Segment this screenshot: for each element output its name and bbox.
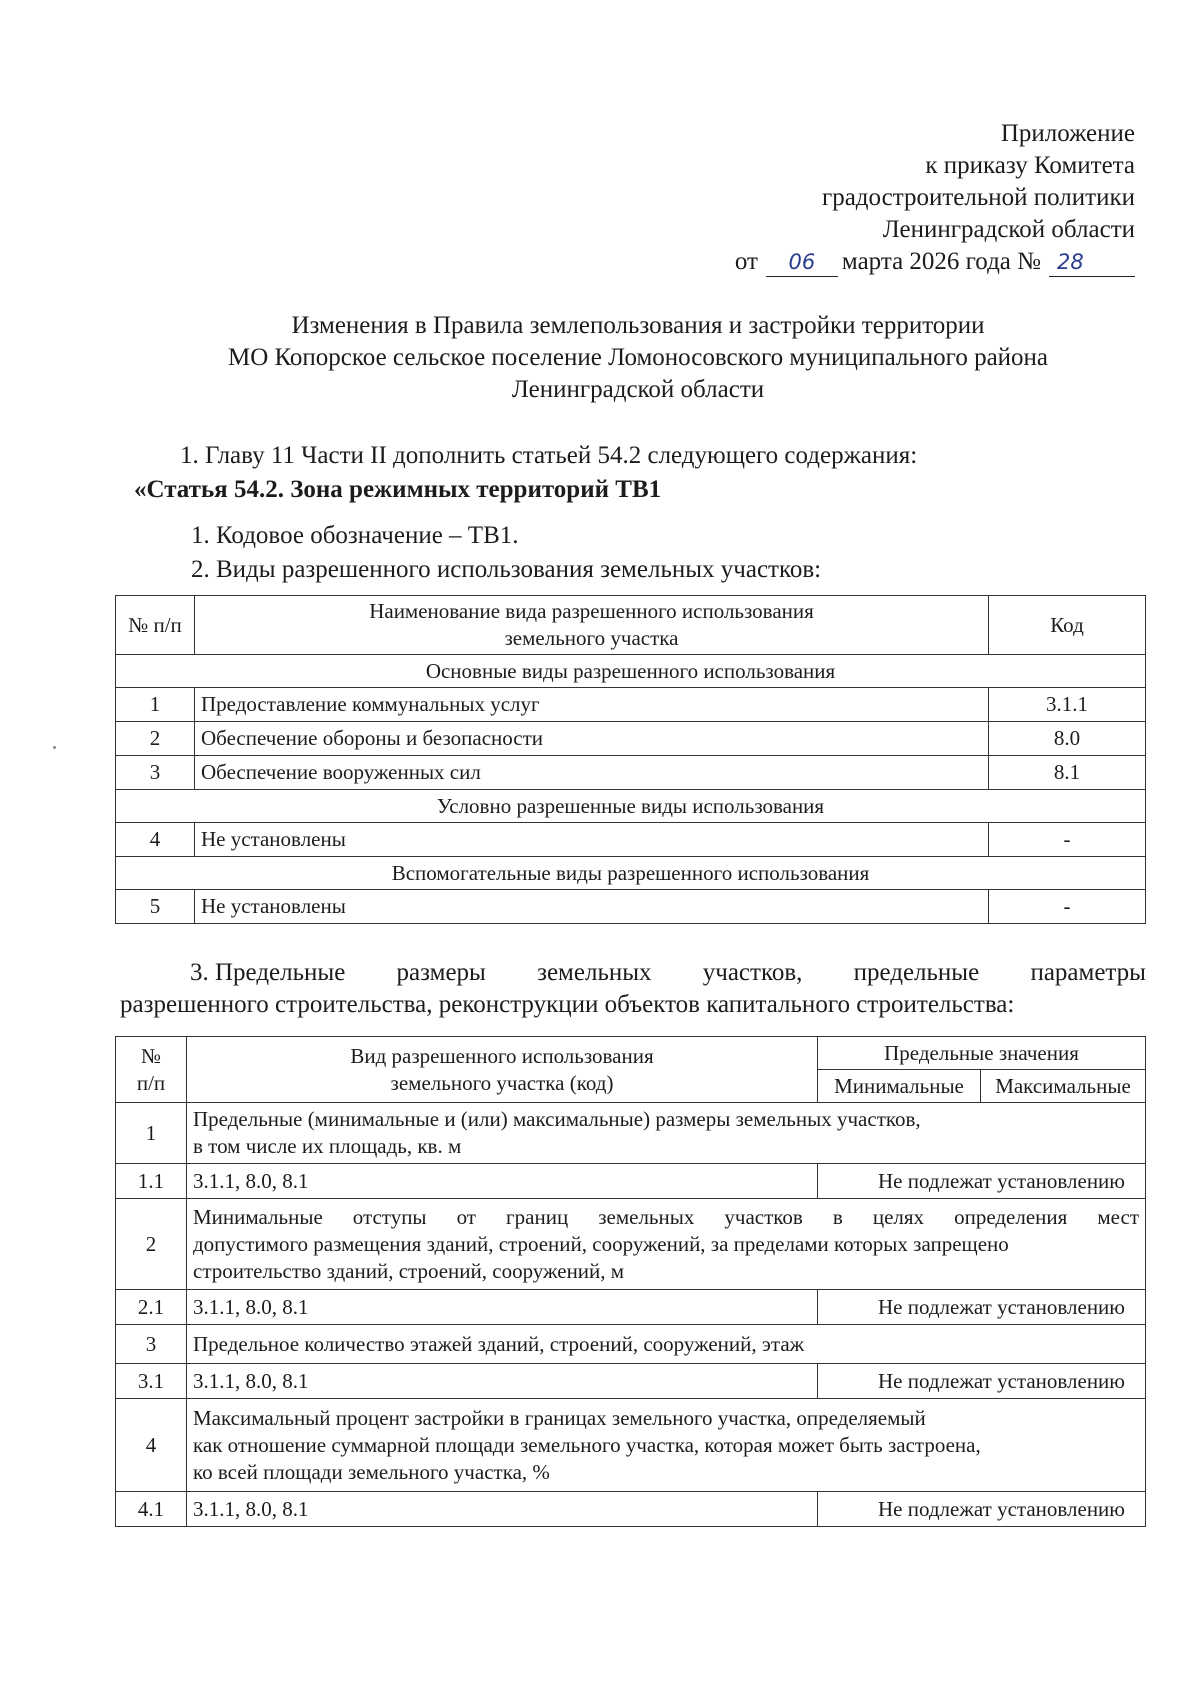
row-num: 4 bbox=[116, 1399, 187, 1492]
row-codes: 3.1.1, 8.0, 8.1 bbox=[187, 1290, 818, 1325]
row-value: Не подлежат установлению bbox=[818, 1492, 1146, 1527]
limits-intro-line-1 bbox=[120, 957, 1146, 989]
title-line-3: Ленинградской области bbox=[511, 376, 765, 403]
header-max: Максимальные bbox=[981, 1070, 1146, 1103]
row-description bbox=[187, 1399, 1146, 1492]
table-row bbox=[116, 1364, 1146, 1399]
limits-word: предельные bbox=[853, 959, 980, 986]
table-header-row bbox=[116, 596, 1146, 655]
limits-word: 3. Предельные bbox=[190, 959, 346, 986]
section-main-label: Основные виды разрешенного использования bbox=[116, 655, 1146, 688]
description-line: в том числе их площадь, кв. м bbox=[193, 1134, 462, 1158]
permitted-uses-table bbox=[115, 595, 1146, 924]
row-codes: 3.1.1, 8.0, 8.1 bbox=[187, 1364, 818, 1399]
table-row bbox=[116, 756, 1146, 790]
row-num: 2 bbox=[116, 722, 195, 756]
row-num: 2.1 bbox=[116, 1290, 187, 1325]
header-kind-line-2: земельного участка (код) bbox=[390, 1070, 614, 1095]
header-name-line-2: земельного участка bbox=[504, 626, 679, 650]
table-row bbox=[116, 688, 1146, 722]
limits-word: земельных bbox=[537, 959, 652, 986]
limits-word: параметры bbox=[1030, 959, 1146, 986]
row-codes: 3.1.1, 8.0, 8.1 bbox=[187, 1164, 818, 1199]
annex-date-line bbox=[735, 246, 1135, 278]
row-value: Не подлежат установлению bbox=[818, 1290, 1146, 1325]
section-row-conditional bbox=[116, 790, 1146, 823]
handwritten-order-number: 28 bbox=[1049, 248, 1135, 277]
row-num: 4 bbox=[116, 823, 195, 857]
title-line-2: МО Копорское сельское поселение Ломоносовского муниципального района bbox=[227, 344, 1049, 371]
row-code: 3.1.1 bbox=[989, 688, 1146, 722]
limits-word: размеры bbox=[396, 959, 486, 986]
row-num: 2 bbox=[116, 1199, 187, 1290]
table-row bbox=[116, 1399, 1146, 1492]
date-prefix: от bbox=[734, 248, 758, 275]
section-auxiliary-label: Вспомогательные виды разрешенного использования bbox=[116, 857, 1146, 890]
row-num: 4.1 bbox=[116, 1492, 187, 1527]
table-row bbox=[116, 722, 1146, 756]
description-line: Минимальные отступы от границ земельных участков в целях определения мест bbox=[193, 1204, 1139, 1229]
row-name: Не установлены bbox=[195, 890, 989, 924]
section-row-main bbox=[116, 655, 1146, 688]
row-name: Обеспечение вооруженных сил bbox=[195, 756, 989, 790]
row-code: 8.1 bbox=[989, 756, 1146, 790]
header-num-line-1: № bbox=[140, 1043, 162, 1068]
header-name-line-1: Наименование вида разрешенного использования bbox=[369, 599, 814, 623]
description-line: допустимого размещения зданий, строений, сооружений, за пределами которых запрещено bbox=[193, 1231, 1009, 1256]
table-header-row bbox=[116, 1037, 1146, 1070]
table-row bbox=[116, 1290, 1146, 1325]
header-num: № п/п bbox=[116, 596, 195, 655]
row-num: 1 bbox=[116, 1103, 187, 1164]
row-num: 1 bbox=[116, 688, 195, 722]
header-kind-line-1: Вид разрешенного использования bbox=[350, 1043, 654, 1068]
description-line: как отношение суммарной площади земельного участка, которая может быть застроена, bbox=[193, 1432, 981, 1457]
row-name: Обеспечение обороны и безопасности bbox=[195, 722, 989, 756]
description-line: Максимальный процент застройки в границах земельного участка, определяемый bbox=[193, 1405, 926, 1430]
header-limits: Предельные значения bbox=[818, 1037, 1146, 1070]
handwritten-day: 06 bbox=[766, 248, 838, 277]
table-row bbox=[116, 1199, 1146, 1290]
table-row bbox=[116, 823, 1146, 857]
description-line: строительство зданий, строений, сооружений, м bbox=[193, 1258, 625, 1283]
header-code: Код bbox=[989, 596, 1146, 655]
description-line: Предельные (минимальные и (или) максимальные) размеры земельных участков, bbox=[193, 1107, 921, 1131]
row-description: Предельное количество этажей зданий, строений, сооружений, этаж bbox=[187, 1325, 1146, 1364]
table-row bbox=[116, 1492, 1146, 1527]
limit-parameters-table bbox=[115, 1036, 1146, 1527]
row-description bbox=[187, 1103, 1146, 1164]
item-1-text: 1. Главу 11 Части II дополнить статьей 54.2 следующего содержания: bbox=[180, 442, 918, 469]
table-row bbox=[116, 890, 1146, 924]
annex-line-4: Ленинградской области bbox=[882, 216, 1135, 243]
row-num: 5 bbox=[116, 890, 195, 924]
row-num: 3 bbox=[116, 756, 195, 790]
header-name bbox=[195, 596, 989, 655]
header-num bbox=[116, 1037, 187, 1103]
row-num: 1.1 bbox=[116, 1164, 187, 1199]
permitted-uses-intro: 2. Виды разрешенного использования земельных участков: bbox=[191, 556, 822, 583]
code-designation-text: 1. Кодовое обозначение – ТВ1. bbox=[191, 522, 519, 549]
header-num-line-2: п/п bbox=[136, 1070, 166, 1095]
limits-intro-paragraph bbox=[120, 957, 1146, 1021]
table-row bbox=[116, 1325, 1146, 1364]
header-min: Минимальные bbox=[818, 1070, 981, 1103]
date-text: марта 2026 года № bbox=[841, 248, 1041, 275]
row-value: Не подлежат установлению bbox=[818, 1164, 1146, 1199]
row-num: 3.1 bbox=[116, 1364, 187, 1399]
description-line: ко всей площади земельного участка, % bbox=[193, 1459, 550, 1484]
section-row-auxiliary bbox=[116, 857, 1146, 890]
document-title bbox=[80, 310, 1196, 406]
scan-speck bbox=[53, 746, 56, 749]
annex-header bbox=[735, 118, 1135, 278]
row-name: Предоставление коммунальных услуг bbox=[195, 688, 989, 722]
row-code: 8.0 bbox=[989, 722, 1146, 756]
row-value: Не подлежат установлению bbox=[818, 1364, 1146, 1399]
header-kind bbox=[187, 1037, 818, 1103]
title-line-1: Изменения в Правила землепользования и застройки территории bbox=[291, 312, 985, 339]
limits-intro-line-2: разрешенного строительства, реконструкции объектов капитального строительства: bbox=[120, 991, 1015, 1018]
row-codes: 3.1.1, 8.0, 8.1 bbox=[187, 1492, 818, 1527]
annex-line-3: градостроительной политики bbox=[821, 184, 1135, 211]
row-code: - bbox=[989, 823, 1146, 857]
table-row bbox=[116, 1103, 1146, 1164]
row-num: 3 bbox=[116, 1325, 187, 1364]
limits-word: участков, bbox=[702, 959, 803, 986]
annex-line-2: к приказу Комитета bbox=[925, 152, 1135, 179]
annex-line-1: Приложение bbox=[1000, 120, 1135, 147]
row-name: Не установлены bbox=[195, 823, 989, 857]
table-row bbox=[116, 1164, 1146, 1199]
row-description bbox=[187, 1199, 1146, 1290]
section-conditional-label: Условно разрешенные виды использования bbox=[116, 790, 1146, 823]
row-code: - bbox=[989, 890, 1146, 924]
article-heading: «Статья 54.2. Зона режимных территорий ТВ1 bbox=[134, 476, 662, 503]
